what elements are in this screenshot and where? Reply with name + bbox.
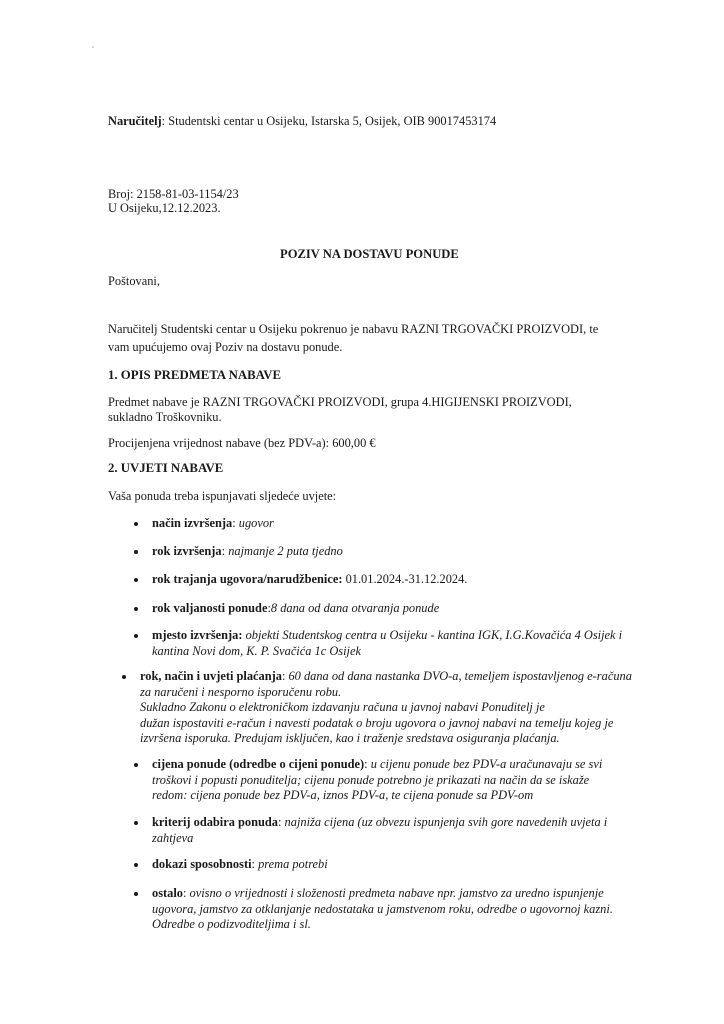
condition-label: rok trajanja ugovora/narudžbenice: bbox=[152, 572, 343, 586]
condition-value: ovisno o vrijednosti i složenosti predmeta nabave npr. jamstvo za uredno ispunjenje bbox=[189, 886, 604, 900]
intro-line-1: Naručitelj Studentski centar u Osijeku pokrenuo je nabavu RAZNI TRGOVAČKI PROIZVODI, te bbox=[108, 322, 599, 336]
bullet-icon bbox=[134, 763, 138, 767]
condition-item bbox=[152, 757, 602, 772]
condition-value: objekti Studentskog centra u Osijeku - kantina IGK, I.G.Kovačića 4 Osijek i bbox=[245, 628, 623, 642]
condition-separator: : bbox=[251, 857, 259, 871]
condition-value: prema potrebi bbox=[258, 857, 328, 871]
condition-value-line: redom: cijena ponude bez PDV-a, iznos PDV-a, te cijena ponude sa PDV-om bbox=[152, 788, 534, 802]
section-1-line-2: sukladno Troškovniku. bbox=[108, 410, 222, 424]
narucitelj-line bbox=[108, 114, 496, 129]
condition-value-line: izvršena isporuka. Predujam isključen, kao i traženje sredstava osiguranja plaćanja. bbox=[140, 731, 560, 745]
bullet-icon bbox=[134, 550, 138, 554]
condition-label: ostalo bbox=[152, 886, 183, 900]
narucitelj-label: Naručitelj bbox=[108, 114, 162, 128]
condition-item bbox=[152, 572, 467, 587]
intro-line-2: vam upućujemo ovaj Poziv na dostavu ponude. bbox=[108, 340, 343, 354]
condition-item bbox=[140, 669, 632, 684]
estimated-value: Procijenjena vrijednost nabave (bez PDV-a): 600,00 € bbox=[108, 436, 376, 450]
condition-label: mjesto izvršenja: bbox=[152, 628, 243, 642]
condition-value-line: Odredbe o podizvoditeljima i sl. bbox=[152, 917, 311, 931]
greeting: Poštovani, bbox=[108, 274, 160, 288]
condition-value: ugovor bbox=[238, 516, 274, 530]
condition-continuation bbox=[140, 731, 560, 746]
broj-line: Broj: 2158-81-03-1154/23 bbox=[108, 187, 239, 201]
condition-separator: : bbox=[182, 886, 190, 900]
condition-continuation bbox=[152, 902, 613, 917]
condition-item bbox=[152, 815, 607, 830]
condition-label: način izvršenja bbox=[152, 516, 233, 530]
condition-separator: : bbox=[232, 516, 239, 530]
condition-continuation bbox=[152, 773, 589, 788]
document-title: POZIV NA DOSTAVU PONUDE bbox=[280, 247, 459, 261]
condition-continuation bbox=[140, 700, 545, 715]
condition-continuation bbox=[152, 788, 533, 803]
bullet-icon bbox=[134, 634, 138, 638]
condition-item bbox=[152, 544, 343, 559]
condition-label: rok valjanosti ponude bbox=[152, 601, 268, 615]
scan-speck bbox=[92, 46, 94, 48]
bullet-icon bbox=[134, 522, 138, 526]
condition-value: najniža cijena (uz obvezu ispunjenja svih gore navedenih uvjeta i bbox=[284, 815, 608, 829]
narucitelj-value: : Studentski centar u Osijeku, Istarska 5, Osijek, OIB 90017453174 bbox=[161, 114, 497, 128]
condition-value-line: ugovora, jamstvo za otklanjanje nedostataka u jamstvenom roku, odredbe o ugovornoj kazni. bbox=[152, 902, 613, 916]
bullet-icon bbox=[122, 675, 126, 679]
condition-value: 60 dana od dana nastanka DVO-a, temeljem ispostavljenog e-računa bbox=[288, 669, 632, 683]
condition-separator: : bbox=[281, 669, 289, 683]
bullet-icon bbox=[134, 607, 138, 611]
date-line: U Osijeku,12.12.2023. bbox=[108, 201, 221, 215]
condition-item bbox=[152, 857, 328, 872]
condition-separator: : bbox=[278, 815, 285, 829]
section-2-intro: Vaša ponuda treba ispunjavati sljedeće uvjete: bbox=[108, 489, 337, 503]
condition-value: 01.01.2024.-31.12.2024. bbox=[345, 572, 468, 586]
condition-value-line: troškovi i popusti ponuditelja; cijenu ponude potrebno je prikazati na način da se iskaže bbox=[152, 773, 590, 787]
condition-continuation bbox=[140, 685, 341, 700]
condition-separator: : bbox=[267, 601, 271, 615]
condition-value-line: dužan ispostaviti e-račun i navesti podatak o broju ugovora o javnoj nabavi na temelju kojeg je bbox=[140, 716, 614, 730]
condition-value: u cijenu ponude bez PDV-a uračunavaju se svi bbox=[370, 757, 603, 771]
condition-continuation bbox=[140, 716, 613, 731]
condition-label: cijena ponude (odredbe o cijeni ponude) bbox=[152, 757, 365, 771]
condition-continuation bbox=[152, 831, 193, 846]
bullet-icon bbox=[134, 863, 138, 867]
bullet-icon bbox=[134, 821, 138, 825]
condition-item bbox=[152, 516, 274, 531]
section-1-heading: 1. OPIS PREDMETA NABAVE bbox=[108, 368, 282, 382]
bullet-icon bbox=[134, 892, 138, 896]
condition-label: dokazi sposobnosti bbox=[152, 857, 252, 871]
section-2-heading: 2. UVJETI NABAVE bbox=[108, 461, 224, 475]
condition-item bbox=[152, 628, 622, 643]
condition-value-line: kantina Novi dom, K. P. Svačića 1c Osijek bbox=[152, 644, 361, 658]
condition-continuation bbox=[152, 644, 361, 659]
condition-value-line: Sukladno Zakonu o elektroničkom izdavanju računa u javnoj nabavi Ponuditelj je bbox=[140, 700, 545, 714]
condition-item bbox=[152, 601, 439, 616]
section-1-line-1: Predmet nabave je RAZNI TRGOVAČKI PROIZVODI, grupa 4.HIGIJENSKI PROIZVODI, bbox=[108, 395, 572, 409]
condition-value-line: zahtjeva bbox=[152, 831, 194, 845]
condition-value: najmanje 2 puta tjedno bbox=[228, 544, 343, 558]
bullet-icon bbox=[134, 578, 138, 582]
condition-label: rok izvršenja bbox=[152, 544, 222, 558]
condition-label: kriterij odabira ponuda bbox=[152, 815, 278, 829]
condition-item bbox=[152, 886, 604, 901]
condition-value: 8 dana od dana otvaranja ponude bbox=[270, 601, 440, 615]
condition-separator: : bbox=[221, 544, 229, 558]
condition-value-line: za naručeni i nesporno isporučenu robu. bbox=[140, 685, 342, 699]
condition-separator: : bbox=[364, 757, 371, 771]
condition-continuation bbox=[152, 917, 311, 932]
condition-label: rok, način i uvjeti plaćanja bbox=[140, 669, 282, 683]
